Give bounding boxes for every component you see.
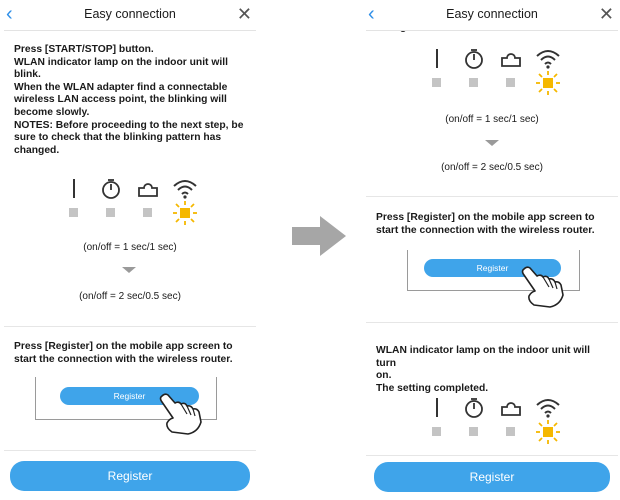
timer-lamp [469,427,478,436]
blink-slow-caption: (on/off = 2 sec/0.5 sec) [79,291,181,302]
header [4,0,256,31]
unit-lamp [506,427,515,436]
register-button[interactable]: Register [374,462,610,492]
power-icon [61,176,87,202]
unit-indicator [498,395,524,445]
unit-lamp [506,78,515,87]
wlan-lamp-blinking [535,70,561,96]
intro-line: When the WLAN adapter find a connectable [14,81,228,93]
intro-line: blink. [14,69,41,81]
indicator-row [366,46,618,96]
indoor-unit-icon [135,176,161,202]
register-button[interactable]: Register [10,461,250,491]
completion-text [376,345,612,395]
power-icon [424,395,450,421]
register-line: start the connection with the wireless router. [376,224,595,236]
unit-indicator [498,46,524,96]
left-screen [4,0,256,500]
back-chevron-icon[interactable]: ‹ [6,3,13,25]
wlan-lamp-on [535,419,561,445]
right-screen [366,0,618,500]
header-title: Easy connection [84,7,176,21]
indicator-row [366,395,618,447]
timer-icon [461,46,487,72]
section-divider [4,326,256,327]
blink-fast-caption: (on/off = 1 sec/1 sec) [83,242,177,253]
power-indicator [424,46,450,96]
power-icon [424,46,450,72]
header [366,0,618,31]
timer-indicator [461,395,487,445]
intro-line: sure to check that the blinking pattern has [14,132,222,144]
intro-line: WLAN indicator lamp on the indoor unit will [14,56,228,68]
pointing-hand-icon [156,392,206,436]
wifi-icon [172,176,198,202]
timer-icon [461,395,487,421]
power-lamp [69,208,78,217]
timer-indicator [98,176,124,226]
intro-line: Press [START/STOP] button. [14,44,154,55]
demo-register-button: Register [60,387,199,405]
register-instructions [376,212,612,237]
register-instructions [14,341,250,366]
timer-lamp [106,208,115,217]
indoor-unit-icon [498,46,524,72]
close-icon[interactable]: ✕ [236,4,252,24]
indicator-row [4,176,256,226]
intro-line: NOTES: Before proceeding to the next step, be [14,119,244,131]
register-line: Press [Register] on the mobile app screen to [376,212,595,223]
demo-register-button: Register [424,259,561,277]
close-icon[interactable]: ✕ [598,4,614,24]
intro-line: become slowly. [14,106,90,118]
timer-lamp [469,78,478,87]
indoor-unit-icon [498,395,524,421]
register-line: Press [Register] on the mobile app screen to [14,341,233,352]
power-lamp [432,78,441,87]
register-line: start the connection with the wireless router. [14,353,233,365]
blink-fast-caption: (on/off = 1 sec/1 sec) [445,114,539,125]
timer-icon [98,176,124,202]
wlan-indicator [535,395,561,445]
intro-instructions [14,44,250,157]
section-divider [366,196,618,197]
power-lamp [432,427,441,436]
wifi-icon [535,395,561,421]
right-arrow-icon [292,216,346,256]
unit-indicator [135,176,161,226]
blink-slow-caption: (on/off = 2 sec/0.5 sec) [441,162,543,173]
footer-divider [366,455,618,456]
unit-lamp [143,208,152,217]
wlan-indicator [535,46,561,96]
wlan-lamp-blinking [172,200,198,226]
header-title: Easy connection [446,7,538,21]
back-chevron-icon[interactable]: ‹ [368,3,375,25]
section-divider [366,322,618,323]
power-indicator [424,395,450,445]
footer-divider [4,450,256,451]
power-indicator [61,176,87,226]
completion-line: The setting completed. [376,382,489,394]
completion-line: on. [376,370,392,382]
chevron-down-icon [485,140,499,146]
completion-line: WLAN indicator lamp on the indoor unit will turn [376,345,590,369]
pointing-hand-icon [518,265,568,309]
wifi-icon [535,46,561,72]
timer-indicator [461,46,487,96]
intro-line: changed. [14,144,60,156]
chevron-down-icon [122,267,136,273]
wlan-indicator [172,176,198,226]
intro-line: wireless LAN access point, the blinking will [14,94,227,106]
